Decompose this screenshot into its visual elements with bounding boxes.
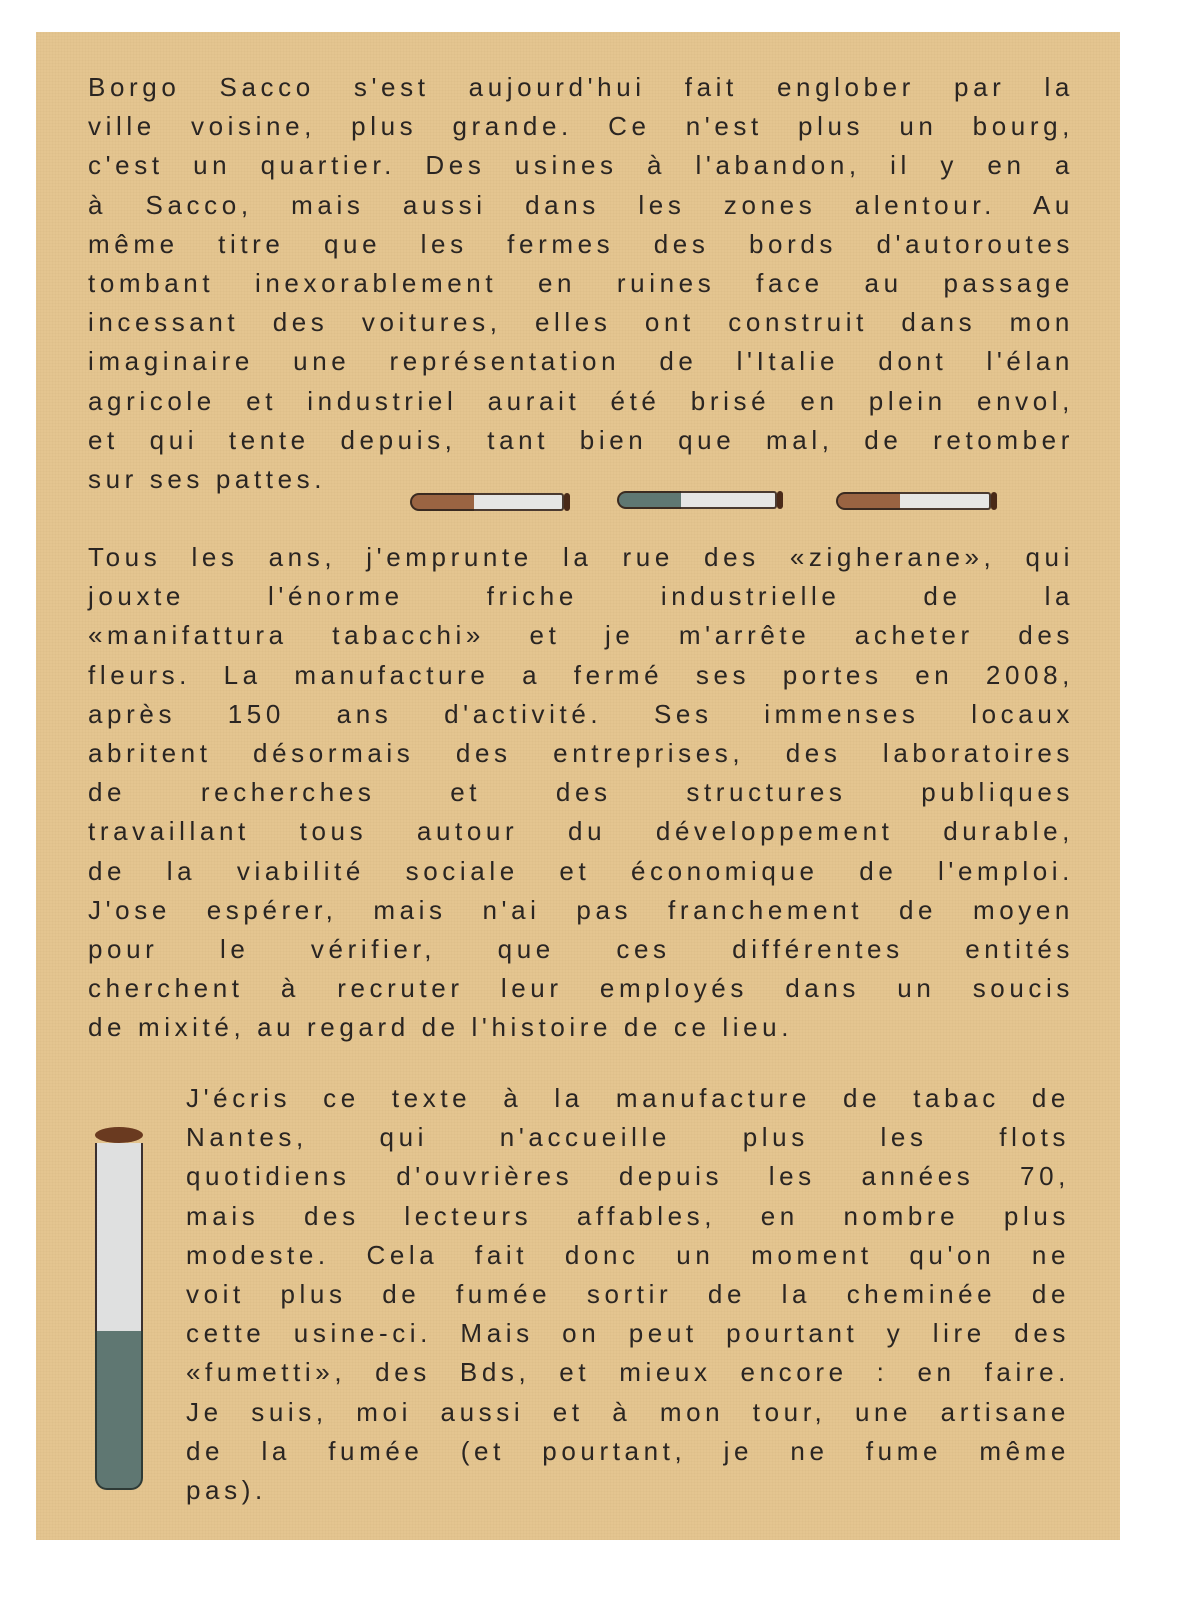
text-line: voit plus de fumée sortir de la cheminée de bbox=[186, 1278, 1070, 1309]
text-line: travaillant tous autour du développement durable, bbox=[88, 816, 1074, 847]
text-line: à Sacco, mais aussi dans les zones alentour. Au bbox=[88, 189, 1074, 220]
cigarette-ash bbox=[777, 491, 783, 509]
cigarette-filter bbox=[836, 492, 900, 510]
text-line: modeste. Cela fait donc un moment qu'on ne bbox=[186, 1239, 1070, 1270]
text-line: cette usine-ci. Mais on peut pourtant y lire des bbox=[186, 1318, 1070, 1349]
cigarette-filter bbox=[410, 493, 474, 511]
cigarette-paper bbox=[900, 492, 991, 510]
text-line: Je suis, moi aussi et à mon tour, une artisane bbox=[186, 1396, 1070, 1427]
cigarette-ash bbox=[564, 493, 570, 511]
text-line: «manifattura tabacchi» et je m'arrête acheter des bbox=[88, 620, 1074, 651]
text-line: Borgo Sacco s'est aujourd'hui fait englober par la bbox=[88, 72, 1074, 102]
text-line: incessant des voitures, elles ont construit dans mon bbox=[88, 307, 1074, 338]
cigarette-filter bbox=[95, 1331, 143, 1490]
text-line: pour le vérifier, que ces différentes entités bbox=[88, 933, 1074, 964]
text-line: fleurs. La manufacture a fermé ses portes en 2008, bbox=[88, 659, 1074, 690]
cigarette-paper bbox=[474, 493, 564, 511]
text-line: abritent désormais des entreprises, des laboratoires bbox=[88, 737, 1074, 768]
text-line: «fumetti», des Bds, et mieux encore : en faire. bbox=[186, 1357, 1070, 1388]
cigarette-ash bbox=[991, 492, 997, 510]
text-line: mais des lecteurs affables, en nombre plus bbox=[186, 1200, 1070, 1231]
text-line: même titre que les fermes des bords d'autoroutes bbox=[88, 228, 1074, 259]
text-line: quotidiens d'ouvrières depuis les années 70, bbox=[186, 1161, 1070, 1192]
text-line: tombant inexorablement en ruines face au passage bbox=[88, 267, 1074, 298]
text-line: agricole et industriel aurait été brisé en plein envol, bbox=[88, 385, 1074, 416]
text-line: de recherches et des structures publiques bbox=[88, 777, 1074, 808]
cigarette-icon bbox=[617, 491, 783, 509]
text-line: Nantes, qui n'accueille plus les flots bbox=[186, 1122, 1070, 1153]
text-line: J'écris ce texte à la manufacture de tabac de bbox=[186, 1083, 1070, 1113]
paragraph-nantes bbox=[186, 1079, 1070, 1510]
cigarette-ash bbox=[95, 1127, 143, 1143]
cigarette-icon bbox=[836, 492, 997, 510]
text-line: ville voisine, plus grande. Ce n'est plus un bourg, bbox=[88, 111, 1074, 142]
cigarette-icon bbox=[410, 493, 570, 511]
paragraph-borgo-sacco bbox=[88, 68, 1074, 499]
text-line: sur ses pattes. bbox=[88, 463, 327, 494]
vertical-cigarette-icon bbox=[95, 1127, 143, 1490]
text-line: après 150 ans d'activité. Ses immenses locaux bbox=[88, 698, 1074, 729]
cigarette-paper bbox=[95, 1143, 143, 1331]
text-line: Tous les ans, j'emprunte la rue des «zigherane», qui bbox=[88, 542, 1074, 572]
text-line: J'ose espérer, mais n'ai pas franchement de moyen bbox=[88, 894, 1074, 925]
text-line: et qui tente depuis, tant bien que mal, de retomber bbox=[88, 424, 1074, 455]
cigarette-paper bbox=[681, 491, 777, 509]
cigarette-filter bbox=[617, 491, 681, 509]
text-line: de la fumée (et pourtant, je ne fume même bbox=[186, 1435, 1070, 1466]
text-line: de mixité, au regard de l'histoire de ce lieu. bbox=[88, 1012, 794, 1043]
text-line: pas). bbox=[186, 1474, 267, 1505]
text-line: cherchent à recruter leur employés dans un soucis bbox=[88, 973, 1074, 1004]
text-line: imaginaire une représentation de l'Italie dont l'élan bbox=[88, 346, 1074, 377]
text-line: jouxte l'énorme friche industrielle de la bbox=[88, 581, 1074, 612]
text-line: c'est un quartier. Des usines à l'abandon, il y en a bbox=[88, 150, 1074, 181]
paragraph-manifattura bbox=[88, 538, 1074, 1047]
text-line: de la viabilité sociale et économique de l'emploi. bbox=[88, 855, 1074, 886]
